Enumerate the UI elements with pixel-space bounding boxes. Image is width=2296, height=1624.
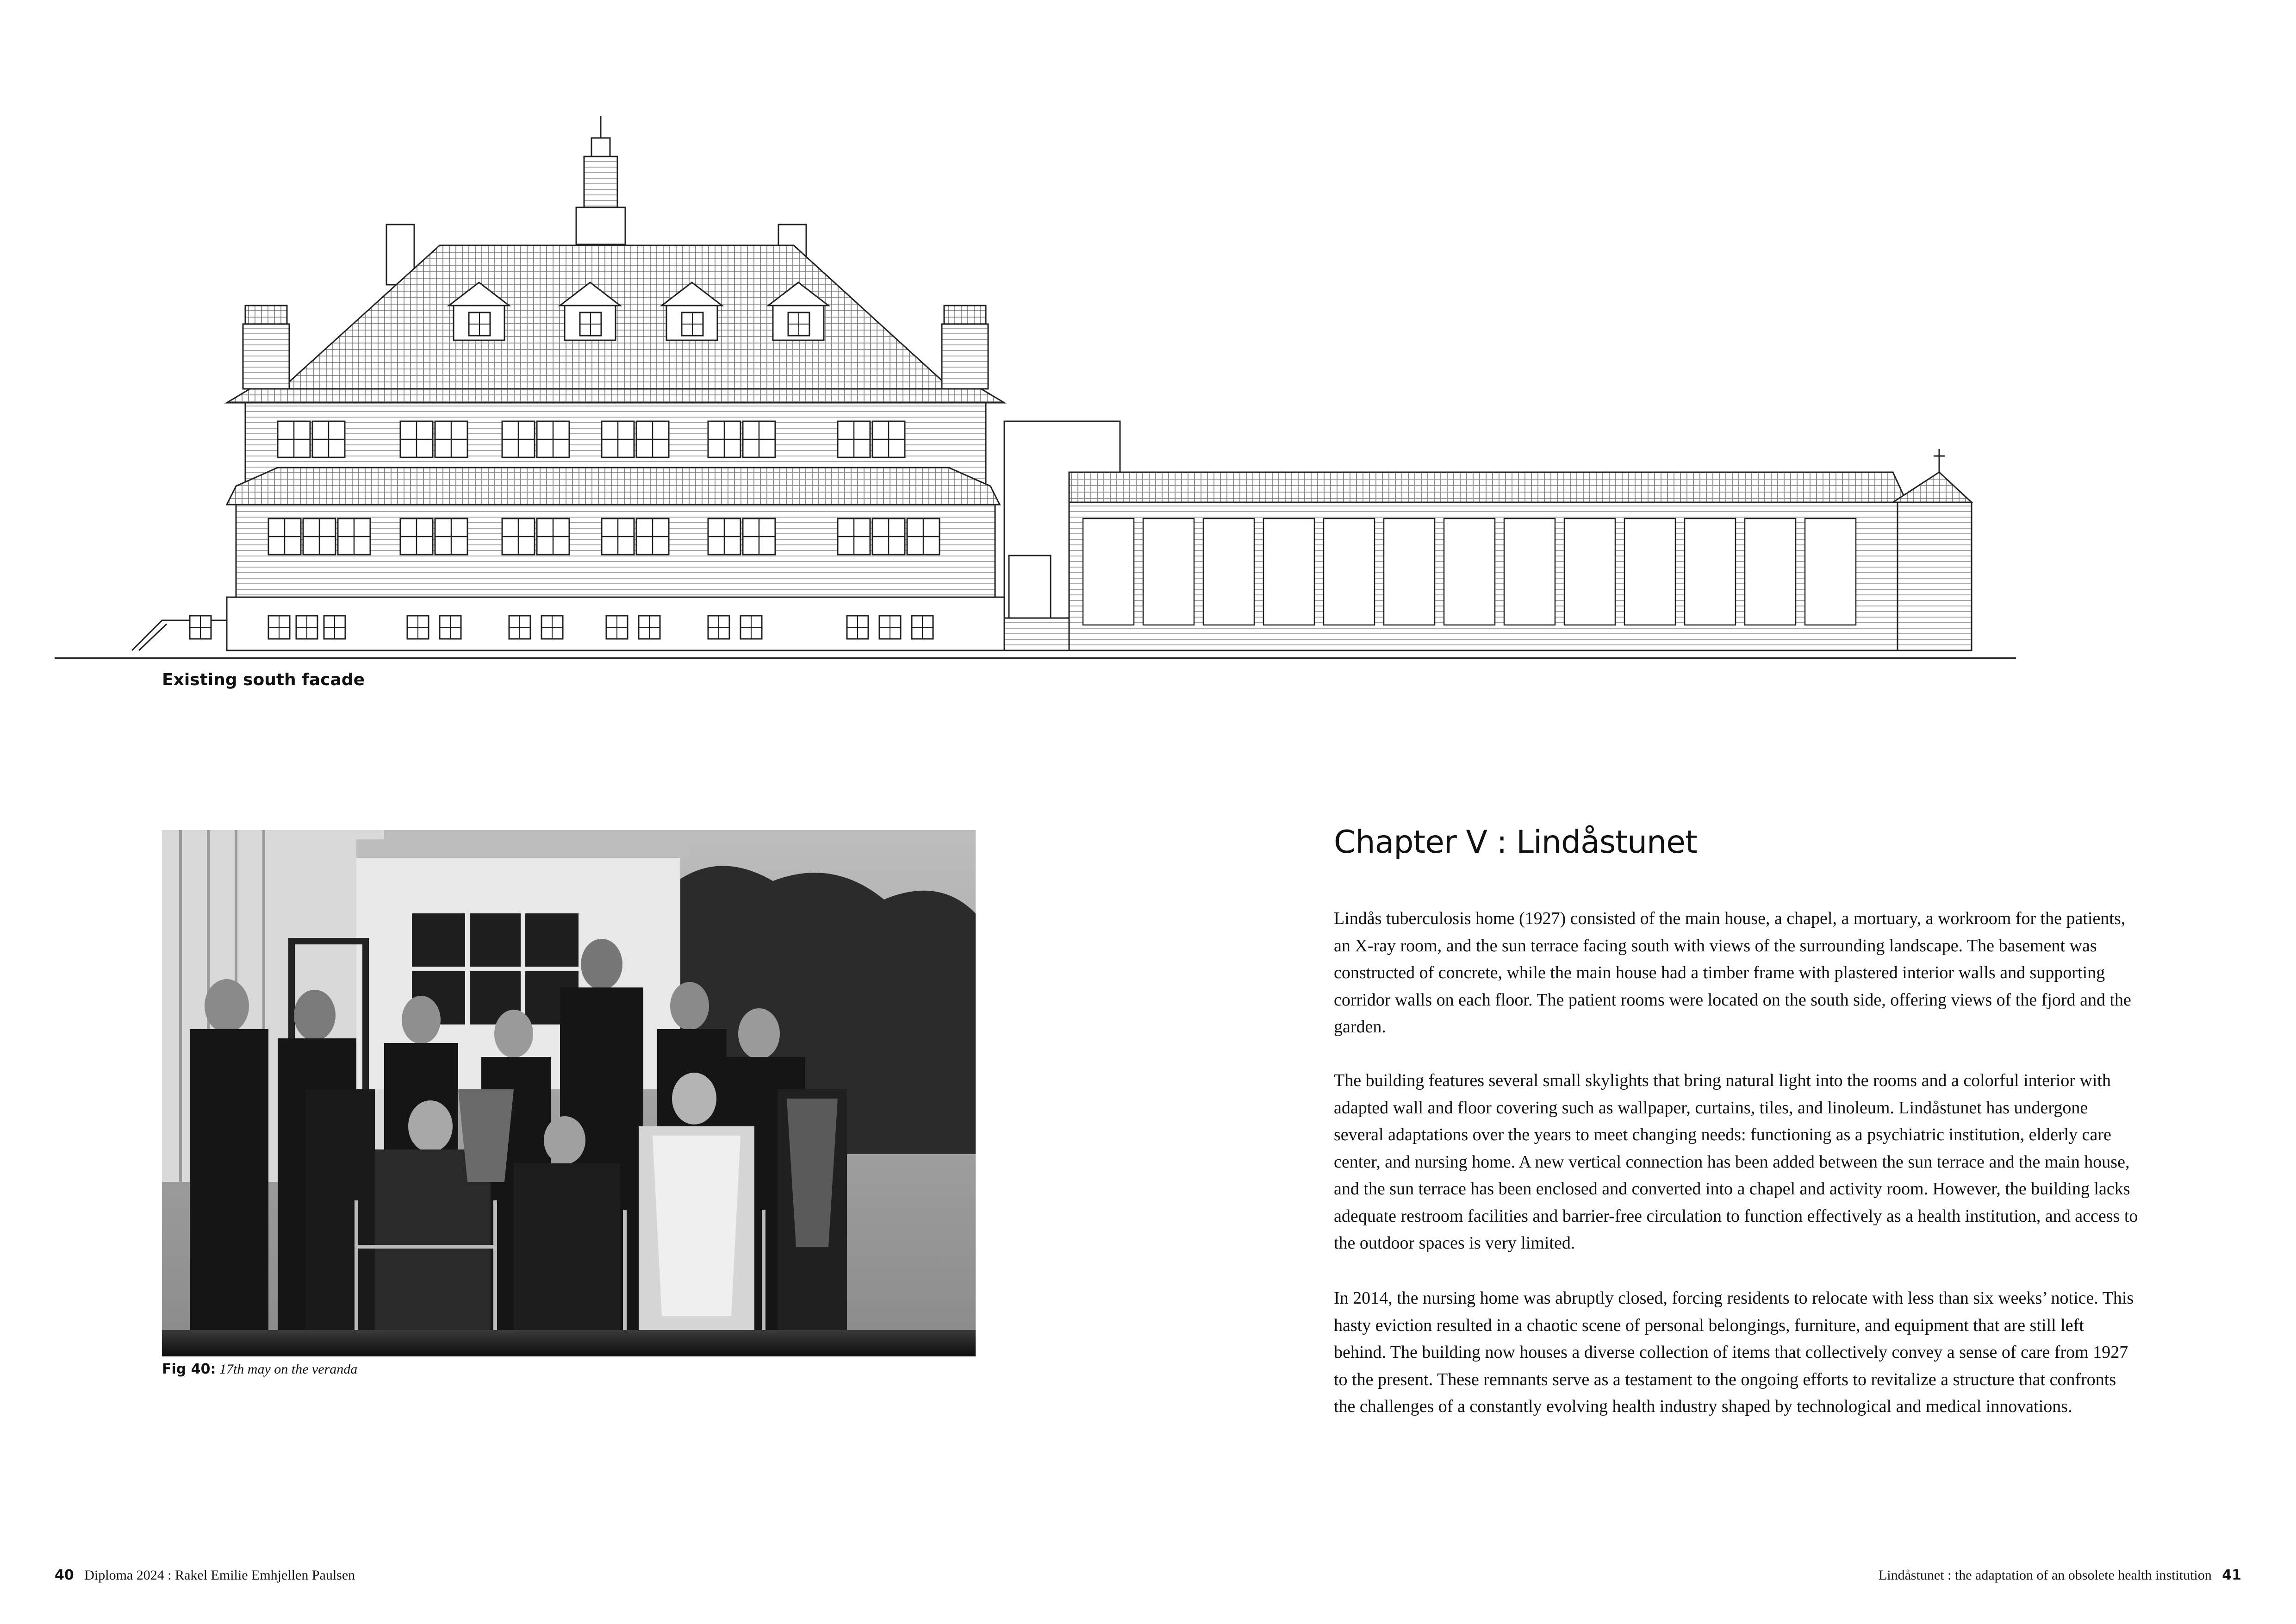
chapter-title: Chapter V : Lindåstunet <box>1334 824 1697 861</box>
footer-left <box>55 1567 355 1583</box>
page-number-left: 40 <box>55 1567 74 1583</box>
figure-caption <box>162 1361 357 1377</box>
footer-left-text: Diploma 2024 : Rakel Emilie Emhjellen Paulsen <box>84 1568 355 1583</box>
body-paragraph: In 2014, the nursing home was abruptly closed, forcing residents to relocate with less than six weeks’ notice. This hasty eviction resulted in a chaotic scene of personal belongings, furniture, and equipment that are still left behind. The building now houses a diverse collection of items that collectively convey a sense of care from 1927 to the present. These remnants serve as a testament to the ongoing efforts to revitalize a structure that confronts the challenges of a constantly evolving health industry shaped by technological and medical innovations. <box>1334 1288 2134 1416</box>
south-facade-elevation-drawing <box>51 106 2022 662</box>
body-paragraph: The building features several small skylights that bring natural light into the rooms and a colorful interior with adapted wall and floor covering such as wallpaper, curtains, tiles, and linoleum. Lindåstunet has undergone several adaptations over the years to meet changing needs: functioning as a psychiatric institution, elderly care center, and nursing home. A new vertical connection has been added between the sun terrace and the main house, and the sun terrace has been enclosed and converted into a chapel and activity room. However, the building lacks adequate restroom facilities and barrier-free circulation to function effectively as a health institution, and access to the outdoor spaces is very limited. <box>1334 1071 2138 1253</box>
body-paragraph: Lindås tuberculosis home (1927) consisted of the main house, a chapel, a mortuary, a workroom for the patients, an X-ray room, and the sun terrace facing south with views of the surrounding landscape. The basement was constructed of concrete, while the main house had a timber frame with plastered interior walls and supporting corridor walls on each floor. The patient rooms were located on the south side, offering views of the fjord and the garden. <box>1334 909 2131 1037</box>
figure-caption-text: 17th may on the veranda <box>219 1362 358 1377</box>
ground-line <box>55 657 2016 659</box>
footer-right-text: Lindåstunet : the adaptation of an obsolete health institution <box>1878 1568 2212 1583</box>
historic-photo <box>162 830 976 1356</box>
figure-label: Fig 40: <box>162 1361 216 1377</box>
facade-caption: Existing south facade <box>162 670 365 689</box>
footer-right <box>1879 1567 2241 1583</box>
page-number-right: 41 <box>2222 1567 2241 1583</box>
